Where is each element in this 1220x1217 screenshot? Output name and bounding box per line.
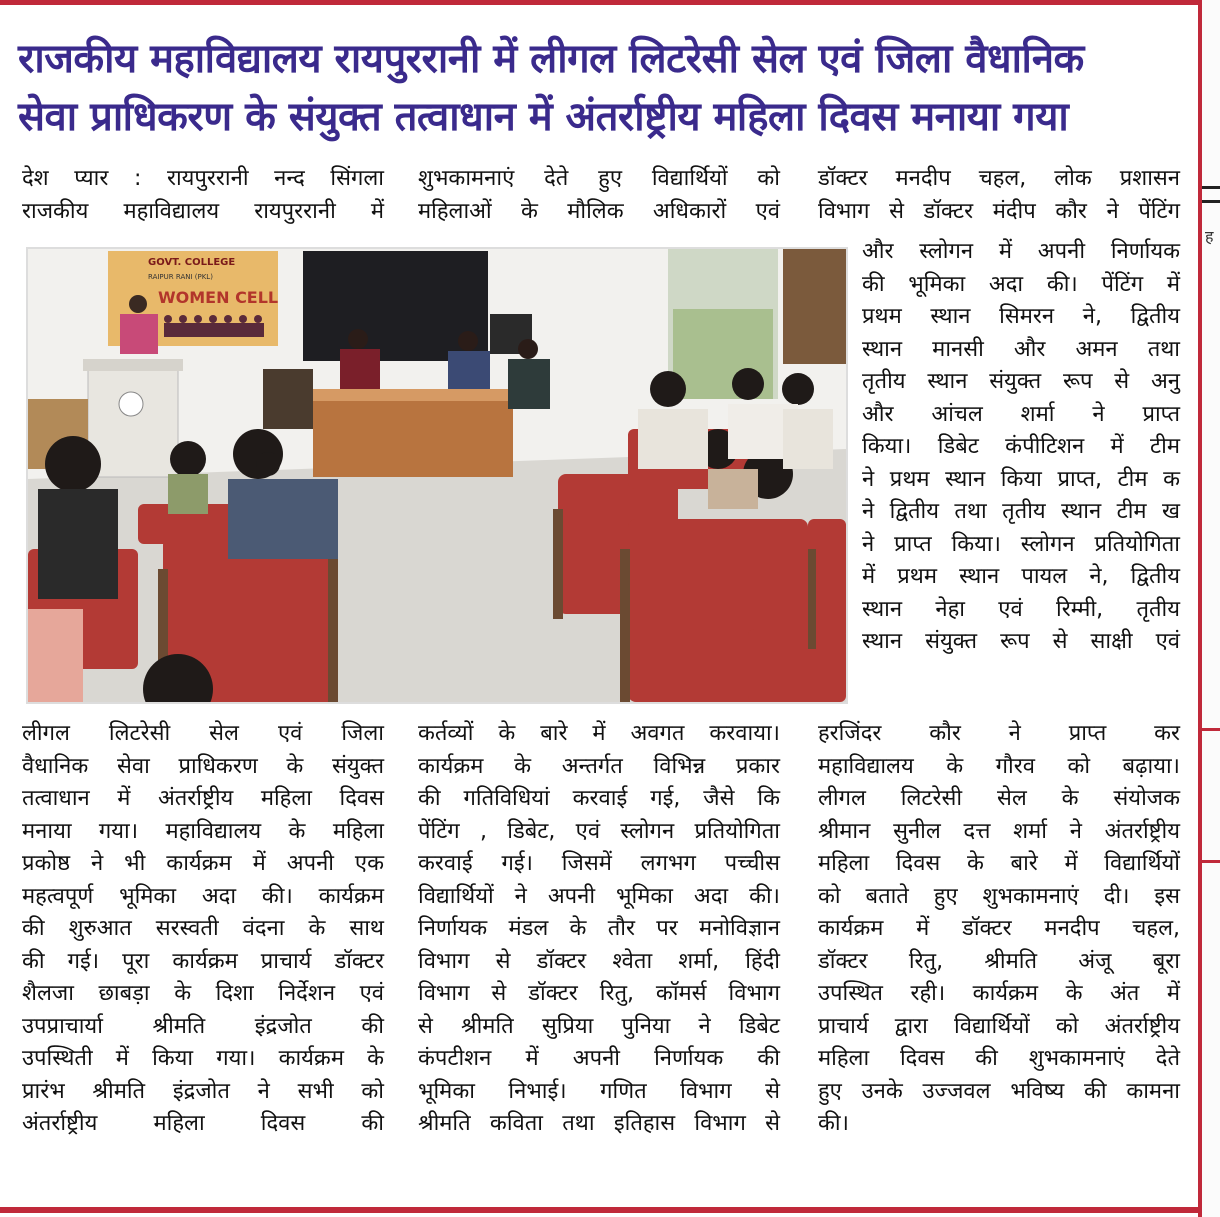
text-line: हरजिंदर कौर ने प्राप्त कर xyxy=(818,721,1180,746)
text-line: तृतीय स्थान संयुक्त रूप से अनु xyxy=(862,369,1180,394)
adjacent-article-strip: ह xyxy=(1202,0,1220,1217)
text-line: ने द्वितीय तथा तृतीय स्थान टीम ख xyxy=(862,499,1180,524)
text-line: करवाई गई। जिसमें लगभग पच्चीस xyxy=(418,851,780,876)
text-line: स्थान नेहा एवं रिम्मी, तृतीय xyxy=(862,596,1180,622)
column-1-top xyxy=(22,163,384,228)
text-line: की। xyxy=(818,1111,849,1136)
text-line: कार्यक्रम में डॉक्टर मनदीप चहल, xyxy=(818,916,1180,941)
text-line: की भूमिका अदा की। पेंटिंग में xyxy=(862,271,1180,297)
text-line: महत्वपूर्ण भूमिका अदा की। कार्यक्रम xyxy=(22,883,384,909)
text-line: श्रीमति कविता तथा इतिहास विभाग से xyxy=(418,1111,780,1136)
text-line: महिला दिवस के बारे में विद्यार्थियों xyxy=(818,851,1180,876)
text-line: में प्रथम स्थान पायल ने, द्वितीय xyxy=(862,564,1180,589)
text-line: अंतर्राष्ट्रीय महिला दिवस की xyxy=(22,1111,384,1136)
text-line: विभाग से डॉक्टर मंदीप कौर ने पेंटिंग xyxy=(818,198,1180,224)
text-line: निर्णायक मंडल के तौर पर मनोविज्ञान xyxy=(418,916,780,941)
top-rule xyxy=(0,0,1200,5)
text-line: महिलाओं के मौलिक अधिकारों एवं xyxy=(418,198,780,224)
text-line: विद्यार्थियों ने अपनी भूमिका अदा की। xyxy=(418,883,780,909)
column-3-top xyxy=(818,163,1180,228)
text-line: शैलजा छाबड़ा के दिशा निर्देशन एवं xyxy=(22,981,384,1006)
text-line: किया। डिबेट कंपीटिशन में टीम xyxy=(862,434,1180,459)
text-line: भूमिका निभाई। गणित विभाग से xyxy=(418,1078,780,1104)
text-line: स्थान संयुक्त रूप से साक्षी एवं xyxy=(862,629,1180,654)
text-line: महाविद्यालय के गौरव को बढ़ाया। xyxy=(818,753,1180,779)
text-line: विभाग से डॉक्टर रितु, कॉमर्स विभाग xyxy=(418,981,780,1006)
text-line: की गतिविधियां करवाई गई, जैसे कि xyxy=(418,786,780,811)
text-line: की गई। पूरा कार्यक्रम प्राचार्य डॉक्टर xyxy=(22,948,384,974)
text-line: और स्लोगन में अपनी निर्णायक xyxy=(862,239,1180,264)
text-line: प्रारंभ श्रीमति इंद्रजोत ने सभी को xyxy=(22,1078,384,1104)
text-line: प्राचार्य द्वारा विद्यार्थियों को अंतर्राष्ट्रीय xyxy=(818,1013,1180,1039)
text-line: प्रथम स्थान सिमरन ने, द्वितीय xyxy=(862,304,1180,329)
text-line: पेंटिंग , डिबेट, एवं स्लोगन प्रतियोगिता xyxy=(418,818,780,844)
headline-line-2: सेवा प्राधिकरण के संयुक्त तत्वाधान में अंतर्राष्ट्रीय महिला दिवस मनाया गया xyxy=(18,94,1069,140)
banner-line-3: WOMEN CELL xyxy=(158,288,279,307)
bottom-rule xyxy=(0,1207,1200,1213)
text-line: तत्वाधान में अंतर्राष्ट्रीय महिला दिवस xyxy=(22,786,384,811)
text-line: कार्यक्रम के अन्तर्गत विभिन्न प्रकार xyxy=(418,753,780,779)
text-line: और आंचल शर्मा ने प्राप्त xyxy=(862,401,1180,427)
column-3-bottom xyxy=(818,718,1180,1141)
event-photo xyxy=(26,247,848,704)
text-line: कर्तव्यों के बारे में अवगत करवाया। xyxy=(418,721,780,746)
banner-line-2: RAIPUR RANI (PKL) xyxy=(148,273,213,281)
text-line: देश प्यार : रायपुररानी नन्द सिंगला xyxy=(22,166,384,191)
text-line: प्रकोष्ठ ने भी कार्यक्रम में अपनी एक xyxy=(22,851,384,876)
text-line: उपस्थित रही। कार्यक्रम के अंत में xyxy=(818,981,1180,1006)
column-2-bottom xyxy=(418,718,780,1141)
text-line: ने प्रथम स्थान किया प्राप्त, टीम क xyxy=(862,466,1180,492)
text-line: डॉक्टर मनदीप चहल, लोक प्रशासन xyxy=(818,166,1180,191)
column-1-bottom xyxy=(22,718,384,1141)
text-line: विभाग से डॉक्टर श्वेता शर्मा, हिंदी xyxy=(418,948,780,974)
text-line: को बताते हुए शुभकामनाएं दी। इस xyxy=(818,883,1180,909)
text-line: लीगल लिटरेसी सेल एवं जिला xyxy=(22,721,384,746)
text-line: वैधानिक सेवा प्राधिकरण के संयुक्त xyxy=(22,753,384,779)
text-line: मनाया गया। महाविद्यालय के महिला xyxy=(22,818,384,844)
text-line: महिला दिवस की शुभकामनाएं देते xyxy=(818,1046,1180,1071)
text-line: श्रीमान सुनील दत्त शर्मा ने अंतर्राष्ट्रीय xyxy=(818,818,1180,844)
text-line: डॉक्टर रितु, श्रीमति अंजू बूरा xyxy=(818,948,1180,974)
text-line: से श्रीमति सुप्रिया पुनिया ने डिबेट xyxy=(418,1013,780,1039)
text-line: हुए उनके उज्जवल भविष्य की कामना xyxy=(818,1078,1180,1104)
headline xyxy=(18,30,1188,146)
text-line: उपप्राचार्या श्रीमति इंद्रजोत की xyxy=(22,1013,384,1039)
banner-line-1: GOVT. COLLEGE xyxy=(148,257,236,268)
text-line: स्थान मानसी और अमन तथा xyxy=(862,336,1180,362)
text-line: की शुरुआत सरस्वती वंदना के साथ xyxy=(22,916,384,941)
column-3-wrap xyxy=(862,236,1180,659)
text-line: राजकीय महाविद्यालय रायपुररानी में xyxy=(22,198,384,224)
text-line: ने प्राप्त किया। स्लोगन प्रतियोगिता xyxy=(862,531,1180,557)
text-line: उपस्थिती में किया गया। कार्यक्रम के xyxy=(22,1046,384,1071)
text-line: कंपटीशन में अपनी निर्णायक की xyxy=(418,1046,780,1071)
column-2-top xyxy=(418,163,780,228)
text-line: लीगल लिटरेसी सेल के संयोजक xyxy=(818,786,1180,811)
text-line: शुभकामनाएं देते हुए विद्यार्थियों को xyxy=(418,166,780,191)
headline-line-1: राजकीय महाविद्यालय रायपुररानी में लीगल लिटरेसी सेल एवं जिला वैधानिक xyxy=(18,36,1084,82)
